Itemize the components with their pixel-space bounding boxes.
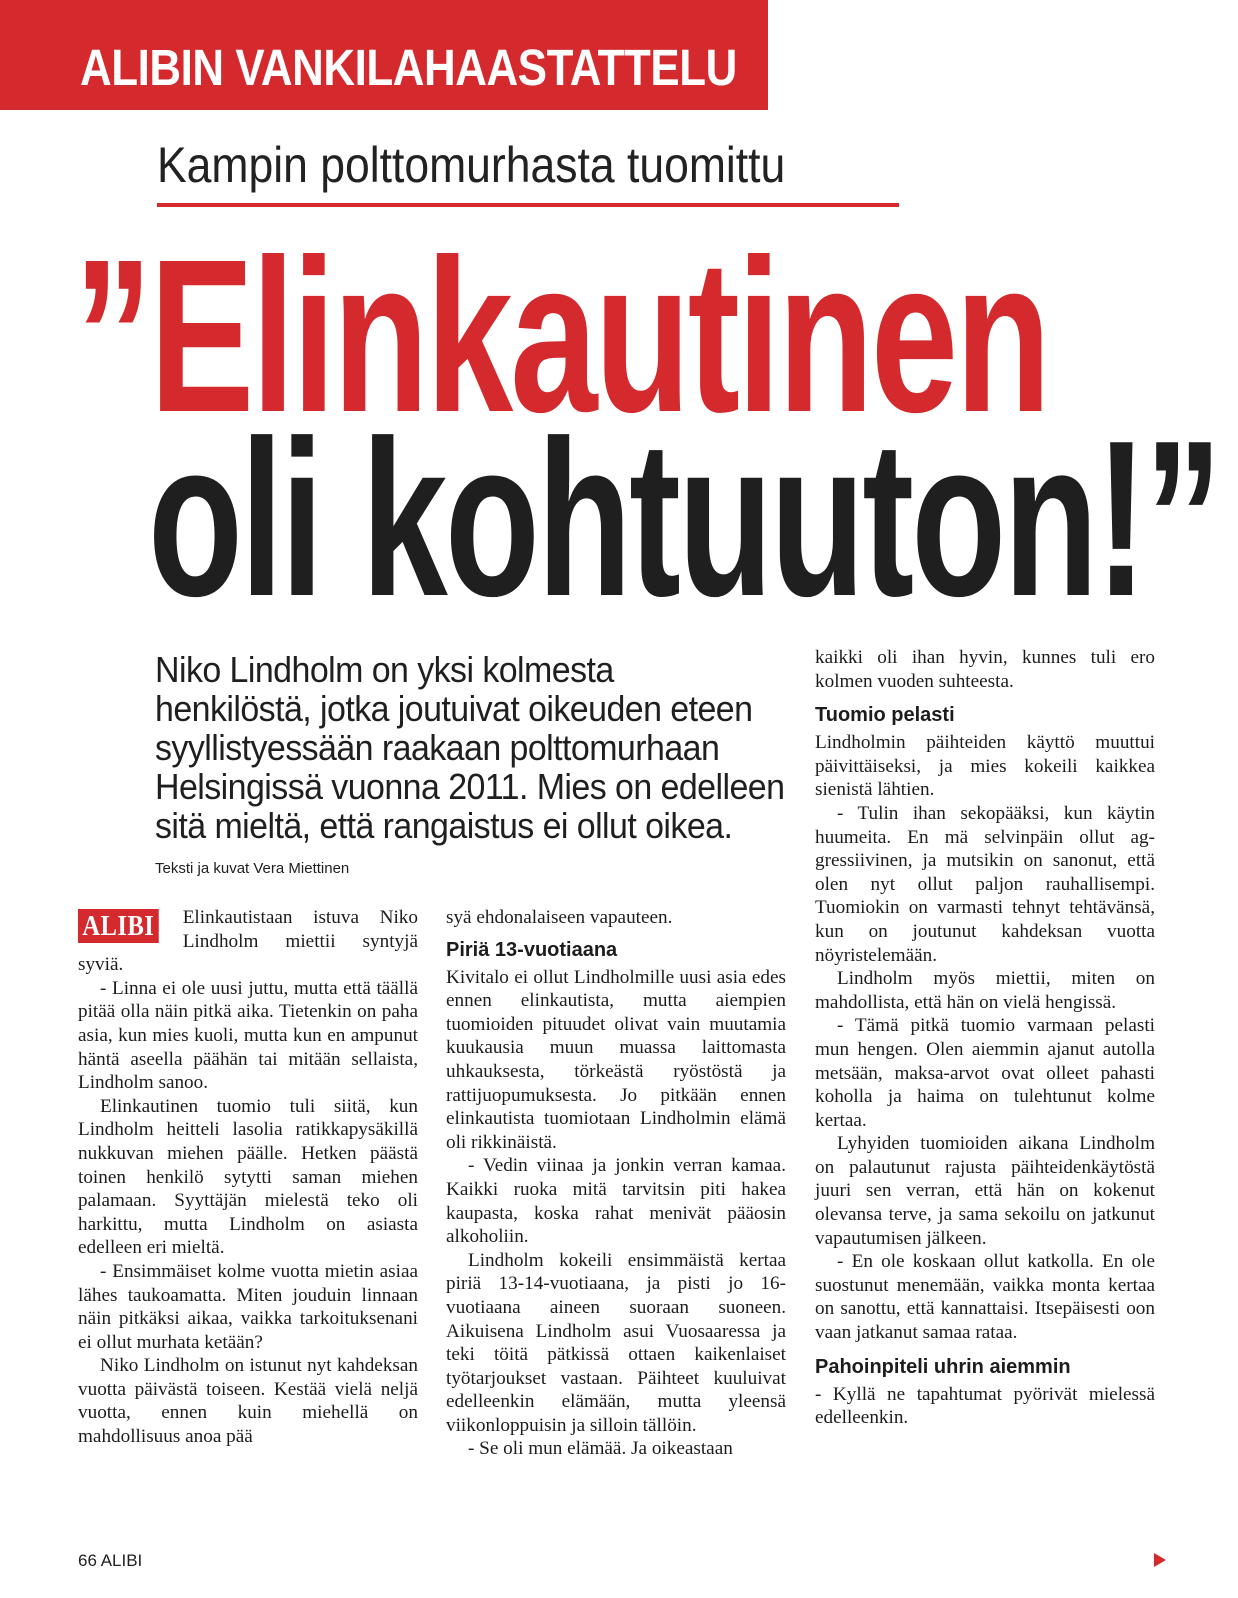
section-heading: Tuomio pelasti — [815, 704, 955, 727]
paragraph: Lyhyiden tuomioiden aikana Lindholm on palautunut rajusta päihteidenkäytöstä juuri sen verran, että hän on kokenut olevansa terve, ja sama sekoilu on jatkunut vapautumisen jälkeen. — [815, 1133, 1155, 1249]
subheadline-rule — [157, 203, 899, 207]
paragraph: - Vedin viinaa ja jonkin verran kamaa. Kaikki ruoka mitä tarvitsin piti hakea kaupasta, koska rahat menivät pääosin alkoholiin. — [446, 1155, 786, 1248]
paragraph: - Tämä pitkä tuomio varmaan pelasti mun hengen. Olen aiemmin ajanut autolla metsään, maksa-arvot ovat olleet pahasti koholla ja haima on tulehtunut kolme kertaa. — [815, 1015, 1155, 1131]
lede — [155, 649, 785, 846]
kicker-banner — [0, 0, 768, 110]
paragraph: - Linna ei ole uusi juttu, mutta että täällä pitää olla näin pitkä aika. Tietenkin on paha asia, kun mies kuoli, mutta kun en ampunut häntä aseella päähän tai mitään sellaista, Lindholm sanoo. — [78, 977, 418, 1094]
paragraph: Lindholmin päihteiden käyttö muuttui päivittäiseksi, ja mies kokeili kaikkea sienistä lähtien. — [815, 732, 1155, 801]
kicker-text: ALIBIN VANKILAHAASTATTELU — [80, 39, 737, 96]
article-column-2 — [446, 906, 786, 1461]
alibi-logo-box: ALIBI — [78, 909, 158, 943]
paragraph: - Kyllä ne tapahtumat pyörivät mielessä edelleenkin. — [815, 1383, 1155, 1429]
subheadline: Kampin polttomurhasta tuomittu — [157, 137, 786, 193]
lede-line: henkilöstä, jotka joutuivat oikeuden eteen — [155, 688, 753, 729]
paragraph: - Tulin ihan sekopääksi, kun käytin huumeita. En mä selvinpäin ollut aggressiivinen, ja mutsikin on sanonut, että olen nyt ollut paljon rauhallisempi. Tuomiokin on varmasti tehnyt tehtävänsä, kun on joutunut kahdeksan vuotta nöyristelemään. — [815, 802, 1155, 966]
headline-line-1: ”Elinkautinen — [74, 215, 1049, 458]
paragraph: Elinkautinen tuomio tuli siitä, kun Lindholm heitteli lasolia ratikkapysäkillä nukkuvan miehen päälle. Hetken päästä toinen henkilö sytytti saman miehen palamaan. Syyttäjän mielestä teko oli harkittu, mutta Lindholm on asiasta edelleen eri mieltä. — [78, 1095, 418, 1259]
article-column-1 — [78, 906, 418, 1449]
lede-line: Niko Lindholm on yksi kolmesta — [155, 649, 614, 690]
paragraph: Kivitalo ei ollut Lindholmille uusi asia edes ennen elinkautista, mutta aiempien tuomioiden pituudet olivat vain muutamia kuukausia muun muassa laittomasta uhkauksesta, törkeästä ryöstöstä ja rattijuopumuksesta. Jo pitkään ennen elinkautista tuomiotaan Lindholmin elämä oli rikkinäistä. — [446, 966, 786, 1153]
paragraph: - En ole koskaan ollut katkolla. En ole suostunut menemään, vaikka monta kertaa on sanottu, että kannattaisi. Itsepäisesti oon vaan jatkanut samaa rataa. — [815, 1251, 1155, 1344]
paragraph: syä ehdonalaiseen vapauteen. — [446, 907, 673, 928]
paragraph: - Se oli mun elämää. Ja oikeastaan — [468, 1438, 733, 1460]
headline-line-2: oli kohtuuton!” — [148, 395, 1220, 643]
paragraph: Lindholm myös miettii, miten on mahdollista, että hän on vielä hengissä. — [815, 968, 1155, 1013]
lede-line: syyllistyessään raakaan polttomurhaan — [155, 727, 720, 768]
paragraph: kaikki oli ihan hyvin, kunnes tuli ero kolmen vuoden suhteesta. — [815, 647, 1155, 692]
paragraph: - Ensimmäiset kolme vuotta mietin asiaa lähes taukoamatta. Miten jouduin linnaan näin pitkäksi aikaa, vaikka tarkoituksenani ei ollut murhata ketään? — [78, 1260, 418, 1353]
article-column-3 — [815, 646, 1155, 1430]
paragraph: Lindholm kokeili ensimmäistä kertaa piriä 13-14-vuotiaana, ja pisti jo 16-vuotiaana aineen suoraan suoneen. Aikuisena Lindholm asui Vuosaaressa ja teki töitä pätkissä ottaen kaikenlaiset työtarjoukset vastaan. Päihteet kuuluivat edelleenkin elämään, mutta yleensä viikonloppuisin ja silloin tällöin. — [446, 1249, 786, 1436]
lede-line: Helsingissä vuonna 2011. Mies on edelleen — [155, 766, 785, 807]
continue-arrow-icon — [1154, 1553, 1166, 1567]
paragraph: Niko Lindholm on istunut nyt kahdeksan vuotta päivästä toiseen. Kestää vielä neljä vuotta, ennen kuin miehellä on mahdollisuus anoa pää — [78, 1355, 418, 1448]
section-heading: Pahoinpiteli uhrin aiemmin — [815, 1355, 1071, 1378]
section-heading: Piriä 13-vuotiaana — [446, 938, 618, 961]
lede-line: sitä mieltä, että rangaistus ei ollut oikea. — [155, 805, 733, 846]
page-folio: 66 ALIBI — [78, 1551, 143, 1570]
paragraph: Elinkautistaan istuva Niko Lindholm miettii syntyjä syviä. — [78, 907, 418, 976]
byline: Teksti ja kuvat Vera Miettinen — [155, 860, 350, 877]
